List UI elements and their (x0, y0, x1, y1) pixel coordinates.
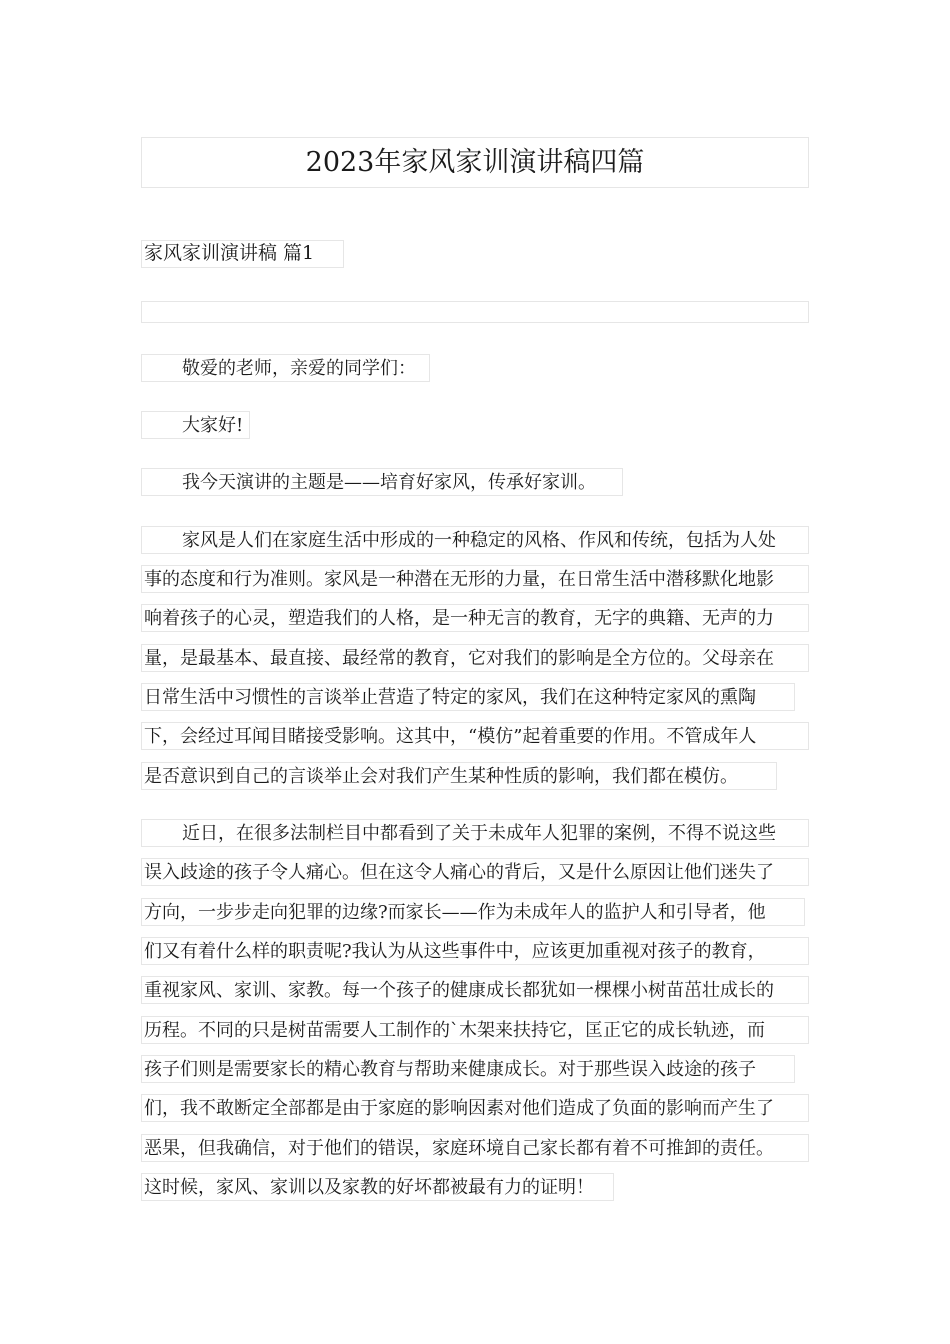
document-title: 2023年家风家训演讲稿四篇 (305, 147, 645, 178)
greeting: 大家好! (141, 411, 250, 439)
paragraph-line: 下，会经过耳闻目睹接受影响。这其中，“模仿”起着重要的作用。不管成年人 (141, 722, 809, 750)
paragraph-line: 误入歧途的孩子令人痛心。但在这令人痛心的背后，又是什么原因让他们迷失了 (141, 858, 809, 886)
paragraph-line: 家风是人们在家庭生活中形成的一种稳定的风格、作风和传统，包括为人处 (141, 526, 809, 554)
paragraph-line: 是否意识到自己的言谈举止会对我们产生某种性质的影响，我们都在模仿。 (141, 762, 777, 790)
paragraph-line: 重视家风、家训、家教。每一个孩子的健康成长都犹如一棵棵小树苗茁壮成长的 (141, 976, 809, 1004)
paragraph-line: 方向，一步步走向犯罪的边缘?而家长——作为未成年人的监护人和引导者，他 (141, 898, 805, 926)
paragraph-line: 这时候，家风、家训以及家教的好坏都被最有力的证明！ (141, 1173, 614, 1201)
paragraph-line: 孩子们则是需要家长的精心教育与帮助来健康成长。对于那些误入歧途的孩子 (141, 1055, 795, 1083)
section-heading: 家风家训演讲稿 篇1 (144, 242, 315, 264)
salutation: 敬爱的老师，亲爱的同学们： (141, 354, 430, 382)
paragraph-line: 恶果，但我确信，对于他们的错误，家庭环境自己家长都有着不可推卸的责任。 (141, 1134, 809, 1162)
paragraph-line: 日常生活中习惯性的言谈举止营造了特定的家风，我们在这种特定家风的熏陶 (141, 683, 795, 711)
paragraph-line: 们又有着什么样的职责呢?我认为从这些事件中，应该更加重视对孩子的教育， (141, 937, 809, 965)
paragraph-line: 历程。不同的只是树苗需要人工制作的`木架来扶持它，匡正它的成长轨迹，而 (141, 1016, 809, 1044)
paragraph-line: 们，我不敢断定全部都是由于家庭的影响因素对他们造成了负面的影响而产生了 (141, 1094, 809, 1122)
paragraph-line: 近日，在很多法制栏目中都看到了关于未成年人犯罪的案例，不得不说这些 (141, 819, 809, 847)
empty-frame (141, 301, 809, 323)
paragraph-line: 量，是最基本、最直接、最经常的教育，它对我们的影响是全方位的。父母亲在 (141, 644, 809, 672)
paragraph-line: 响着孩子的心灵，塑造我们的人格，是一种无言的教育，无字的典籍、无声的力 (141, 604, 809, 632)
paragraph-line: 事的态度和行为准则。家风是一种潜在无形的力量，在日常生活中潜移默化地影 (141, 565, 809, 593)
topic-line: 我今天演讲的主题是——培育好家风，传承好家训。 (141, 468, 623, 496)
